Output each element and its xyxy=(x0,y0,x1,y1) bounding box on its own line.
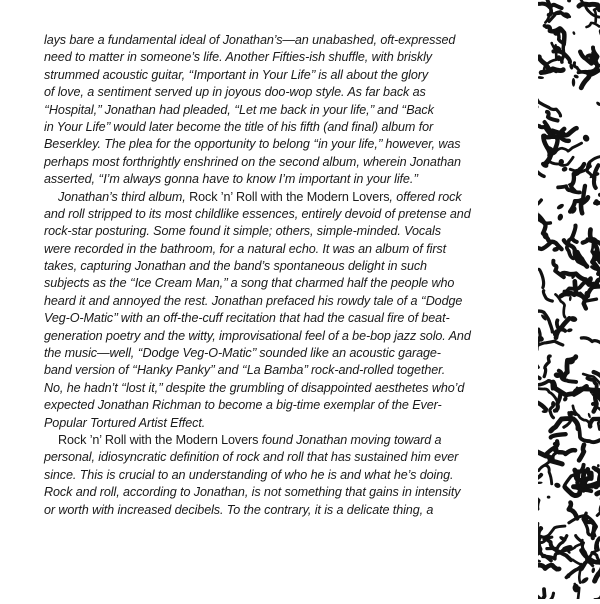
blob-mark xyxy=(557,213,564,221)
squiggle-mark xyxy=(543,136,549,163)
blob-mark xyxy=(597,464,600,467)
decorative-pattern-strip xyxy=(538,0,600,599)
blob-mark xyxy=(587,412,591,418)
text-line xyxy=(44,206,522,223)
blob-mark xyxy=(595,101,600,107)
text-segment: Jonathan’s third album, xyxy=(58,190,189,204)
squiggle-mark xyxy=(539,269,544,287)
blob-mark xyxy=(593,198,600,206)
squiggle-mark xyxy=(538,497,539,525)
text-line xyxy=(44,84,522,101)
text-line xyxy=(44,223,522,240)
squiggle-mark xyxy=(581,338,600,343)
text-segment: were recorded in the bathroom, for a natural echo. It was an album of first xyxy=(44,242,446,256)
text-segment: Rock and roll, according to Jonathan, is not something that gains in intensity xyxy=(44,485,460,499)
text-line xyxy=(44,241,522,258)
text-segment: Beserkley. The plea for the opportunity to belong ‘‘in your life,’’ however, was xyxy=(44,137,460,151)
squiggle-mark xyxy=(538,171,544,176)
squiggle-mark xyxy=(547,112,558,121)
text-segment: or worth with increased decibels. To the contrary, it is a delicate thing, a xyxy=(44,503,433,517)
blob-mark xyxy=(538,76,544,79)
text-line xyxy=(44,502,522,519)
text-segment: the music—well, ‘‘Dodge Veg-O-Matic’’ sounded like an acoustic garage- xyxy=(44,346,441,360)
squiggle-mark xyxy=(538,403,546,410)
text-line xyxy=(44,328,522,345)
squiggle-mark xyxy=(538,475,541,488)
squiggle-mark xyxy=(556,143,581,151)
text-line xyxy=(44,102,522,119)
squiggle-mark xyxy=(579,4,600,10)
text-segment: personal, idiosyncratic definition of rock and roll that has sustained him ever xyxy=(44,450,458,464)
blob-mark xyxy=(561,166,568,173)
album-title-text: Rock ’n’ Roll with the Modern Lovers xyxy=(189,190,389,204)
text-segment: ‘‘Hospital,’’ Jonathan had pleaded, ‘‘Let me back in your life,’’ and ‘‘Back xyxy=(44,103,434,117)
text-segment: generation poetry and the witty, improvisational feel of a be-bop jazz solo. And xyxy=(44,329,471,343)
squiggle-mark xyxy=(571,164,584,191)
squiggle-mark xyxy=(551,434,566,437)
text-line xyxy=(44,119,522,136)
blob-mark xyxy=(538,559,541,563)
text-line xyxy=(44,275,522,292)
blob-mark xyxy=(554,482,562,489)
text-segment: expected Jonathan Richman to become a big-time exemplar of the Ever- xyxy=(44,398,442,412)
text-segment: Popular Tortured Artist Effect. xyxy=(44,416,205,430)
text-segment: found Jonathan moving toward a xyxy=(258,433,441,447)
text-segment: lays bare a fundamental ideal of Jonathan’s—an unabashed, oft-expressed xyxy=(44,33,455,47)
text-line xyxy=(44,189,522,206)
squiggle-mark xyxy=(551,419,578,431)
text-segment: takes, capturing Jonathan and the band’s spontaneous delight in such xyxy=(44,259,427,273)
blob-mark xyxy=(566,328,573,333)
squiggle-mark xyxy=(579,445,584,461)
squiggle-mark xyxy=(561,293,575,296)
text-line xyxy=(44,467,522,484)
squiggle-mark xyxy=(550,407,554,418)
text-line xyxy=(44,67,522,84)
text-segment: asserted, ‘‘I’m always gonna have to know I’m important in your life.’’ xyxy=(44,172,418,186)
blob-mark xyxy=(542,410,548,413)
blob-mark xyxy=(547,496,551,499)
text-line xyxy=(44,32,522,49)
squiggle-mark xyxy=(553,261,564,277)
text-line xyxy=(44,362,522,379)
text-line xyxy=(44,380,522,397)
text-segment: strummed acoustic guitar, ‘‘Important in Your Life’’ is all about the glory xyxy=(44,68,428,82)
text-segment: heard it and annoyed the rest. Jonathan prefaced his rowdy tale of a ‘‘Dodge xyxy=(44,294,462,308)
squiggle-mark xyxy=(538,583,540,599)
text-line xyxy=(44,154,522,171)
blob-mark xyxy=(538,481,543,484)
text-segment: need to matter in someone’s life. Another Fifties-ish shuffle, with briskly xyxy=(44,50,432,64)
squiggle-mark xyxy=(569,503,577,519)
text-line xyxy=(44,397,522,414)
text-segment: and roll stripped to its most childlike essences, entirely devoid of pretense and xyxy=(44,207,471,221)
text-line xyxy=(44,49,522,66)
album-title-text: Rock ’n’ Roll with the Modern Lovers xyxy=(58,433,258,447)
squiggle-mark xyxy=(555,393,561,411)
text-segment: , offered rock xyxy=(389,190,461,204)
abstract-squiggle-pattern-icon xyxy=(538,0,600,599)
text-segment: subjects as the ‘‘Ice Cream Man,’’ a song that charmed half the people who xyxy=(44,276,454,290)
text-line xyxy=(44,449,522,466)
squiggle-mark xyxy=(587,23,600,29)
text-line xyxy=(44,136,522,153)
text-segment: since. This is crucial to an understanding of who he is and what he’s doing. xyxy=(44,468,453,482)
text-segment: perhaps most forthrightly enshrined on the second album, wherein Jonathan xyxy=(44,155,461,169)
blob-mark xyxy=(591,567,595,573)
blob-mark xyxy=(580,576,590,585)
text-line xyxy=(44,415,522,432)
text-segment: in Your Life’’ would later become the title of his fifth (and final) album for xyxy=(44,120,433,134)
squiggle-mark xyxy=(538,341,563,347)
text-line xyxy=(44,293,522,310)
text-line xyxy=(44,432,522,449)
squiggle-mark xyxy=(559,450,575,454)
text-line xyxy=(44,484,522,501)
squiggle-mark xyxy=(538,560,559,570)
text-segment: band version of ‘‘Hanky Panky’’ and ‘‘La Bamba’’ rock-and-rolled together. xyxy=(44,363,445,377)
text-segment: of love, a sentiment served up in joyous doo-wop style. As far back as xyxy=(44,85,426,99)
text-segment: Veg-O-Matic’’ with an off-the-cuff recitation that had the casual fire of beat- xyxy=(44,311,450,325)
squiggle-mark xyxy=(553,382,586,395)
blob-mark xyxy=(582,134,591,143)
text-line xyxy=(44,171,522,188)
blob-mark xyxy=(556,203,565,211)
body-text xyxy=(44,32,522,519)
squiggle-mark xyxy=(556,294,566,317)
text-segment: rock-star posturing. Some found it simple; others, simple-minded. Vocals xyxy=(44,224,441,238)
text-line xyxy=(44,310,522,327)
squiggle-mark xyxy=(544,356,550,377)
squiggle-mark xyxy=(543,291,552,301)
blob-mark xyxy=(572,78,576,87)
text-line xyxy=(44,345,522,362)
text-segment: No, he hadn’t ‘‘lost it,’’ despite the grumbling of disappointed aesthetes who’d xyxy=(44,381,464,395)
squiggle-mark xyxy=(594,165,598,188)
blob-mark xyxy=(572,31,576,35)
text-line xyxy=(44,258,522,275)
squiggle-mark xyxy=(546,465,552,484)
